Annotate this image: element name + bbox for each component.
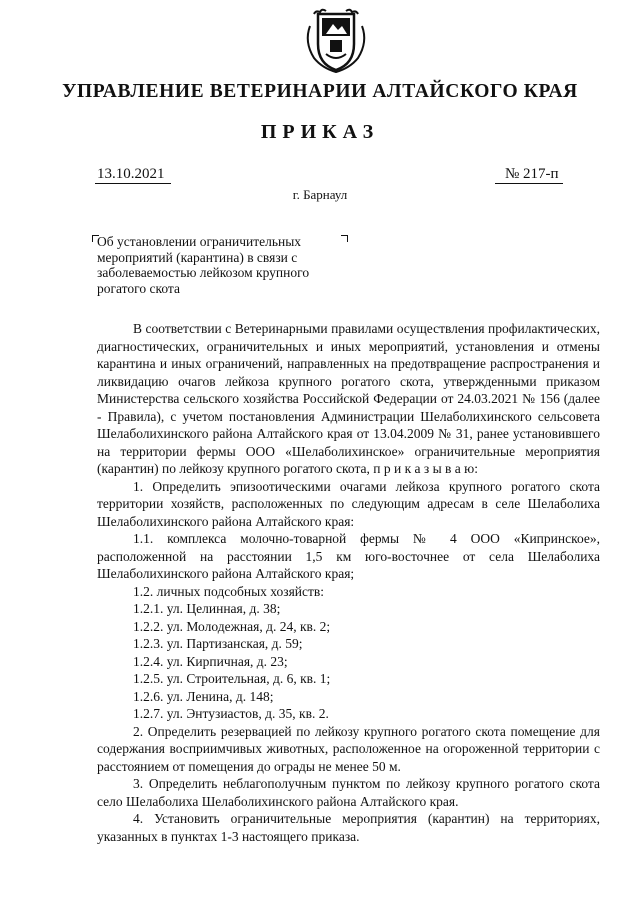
order-word: п р и к а з ы в а ю:	[373, 461, 478, 476]
coat-of-arms-icon	[300, 6, 372, 74]
address-item: 1.2.3. ул. Партизанская, д. 59;	[133, 636, 303, 651]
document-number: № 217-п	[495, 166, 563, 184]
paragraph-1-2: 1.2. личных подсобных хозяйств:	[133, 583, 325, 599]
document-city: г. Барнаул	[292, 187, 348, 202]
organization-title: УПРАВЛЕНИЕ ВЕТЕРИНАРИИ АЛТАЙСКОГО КРАЯ	[62, 81, 578, 102]
preamble-paragraph	[97, 320, 600, 478]
address-item: 1.2.2. ул. Молодежная, д. 24, кв. 2;	[133, 618, 331, 634]
paragraph-3: 3. Определить неблагополучным пунктом по лейкозу крупного рогатого скота село Шелаболиха Шелаболихинского района Алтайского края.	[97, 776, 600, 809]
address-item: 1.2.7. ул. Энтузиастов, д. 35, кв. 2.	[133, 706, 329, 721]
document-subject: Об установлении ограничительных мероприятий (карантина) в связи с заболеваемостью лейкозом крупного рогатого скота	[97, 234, 310, 296]
address-item: 1.2.4. ул. Кирпичная, д. 23;	[133, 653, 288, 669]
document-body	[97, 320, 600, 845]
preamble-text: В соответствии с Ветеринарными правилами осуществления профилактических, диагностических, ограничительных и иных мероприятий, установления и отмены карантина и иных ограничений, направленных на предотвращение распространения и ликвидацию очагов лейкоза крупного рогатого скота, утвержденными приказом Министерства сельского хозяйства Российской Федерации от 24.03.2021 № 156 (далее - Правила), с учетом постановления Администрации Шелаболихинского сельсовета Шелаболихинского района Алтайского края от 13.04.2009 № 31, ранее установившего на территории фермы ООО «Шелаболихинское» ограничительные мероприятия (карантин) по лейкозу крупного рогатого скота,	[97, 321, 600, 476]
paragraph-1: 1. Определить эпизоотическими очагами лейкоза крупного рогатого скота территории хозяйств, расположенных по следующим адресам в селе Шелаболиха Шелаболихинского района Алтайского края:	[97, 478, 600, 529]
address-item: 1.2.6. ул. Ленина, д. 148;	[133, 688, 274, 704]
paragraph-4: 4. Установить ограничительные мероприятия (карантин) на территориях, указанных в пунктах 1-3 настоящего приказа.	[97, 811, 600, 844]
document-type: ПРИКАЗ	[260, 121, 380, 143]
address-item: 1.2.1. ул. Целинная, д. 38;	[133, 601, 281, 616]
address-item: 1.2.5. ул. Строительная, д. 6, кв. 1;	[133, 671, 331, 686]
document-date: 13.10.2021	[95, 166, 171, 184]
paragraph-2: 2. Определить резервацией по лейкозу крупного рогатого скота помещение для содержания восприимчивых животных, расположенное на огороженной территории с расстоянием от помещения до ограды не менее 50 м.	[97, 723, 600, 774]
paragraph-1-1: 1.1. комплекса молочно-товарной фермы № 4 ООО «Кипринское», расположенной на расстоянии 1,5 км юго-восточнее от села Шелаболиха Шелаболихинского района Алтайского края;	[97, 531, 600, 581]
